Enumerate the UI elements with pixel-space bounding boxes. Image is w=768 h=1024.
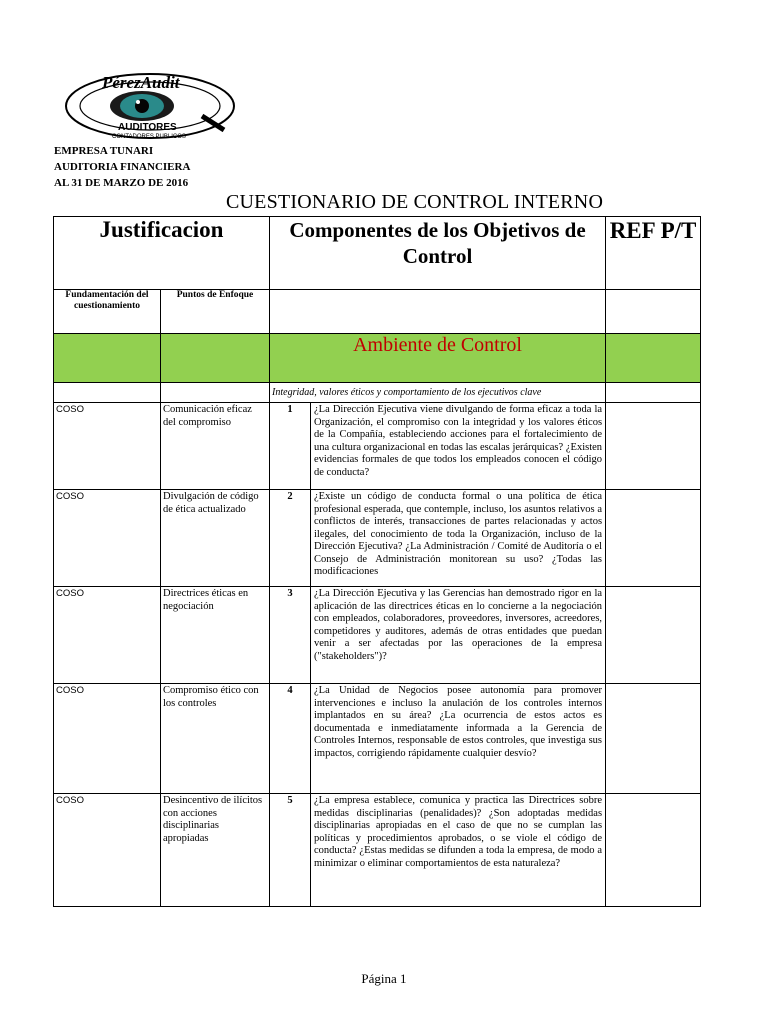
punto-enfoque-cell: Compromiso ético con los controles	[161, 684, 270, 794]
audit-type: AUDITORIA FINANCIERA	[54, 161, 191, 173]
puntos-header: Puntos de Enfoque	[161, 290, 270, 334]
punto-enfoque-cell: Comunicación eficaz del compromiso	[161, 403, 270, 490]
subheader-empty	[270, 290, 606, 334]
question-number: 4	[270, 684, 311, 794]
fundamento-cell: COSO	[54, 794, 161, 907]
table-row	[54, 794, 701, 907]
ref-cell	[606, 684, 701, 794]
ref-cell	[606, 587, 701, 684]
section-cell	[606, 334, 701, 383]
page-number: Página 1	[361, 971, 407, 986]
subsection-row	[54, 383, 701, 403]
question-text: ¿Existe un código de conducta formal o una política de ética profesional esperada, que contemple, incluso, los asuntos relativos a conflictos de interés, transacciones de partes relacionadas y actos ilegales, del conocimiento de toda la Organización, incluso de la Dirección Ejecutiva? ¿La Administración / Comité de Auditoría o el Consejo de Administración monitorean su uso? ¿Todas las modificaciones	[311, 490, 606, 587]
componentes-header: Componentes de los Objetivos de Control	[270, 217, 606, 290]
ref-cell	[606, 490, 701, 587]
punto-enfoque-cell: Directrices éticas en negociación	[161, 587, 270, 684]
subsection-cell	[606, 383, 701, 403]
table-row	[54, 587, 701, 684]
header-row	[54, 217, 701, 290]
ref-cell	[606, 403, 701, 490]
subheader-row	[54, 290, 701, 334]
question-text: ¿La Dirección Ejecutiva y las Gerencias han demostrado rigor en la aplicación de las directrices éticas en lo concierne a la negociación con empleados, colaboradores, proveedores, inversores, acreedores, competidores y auditores, además de otras entidades que puedan venir a ser afectadas por las operaciones de la empresa ("stakeholders")?	[311, 587, 606, 684]
section-title: Ambiente de Control	[270, 334, 606, 383]
question-number: 5	[270, 794, 311, 907]
logo-brand-mid: AUDITORES	[118, 122, 177, 133]
section-cell	[161, 334, 270, 383]
table-row	[54, 490, 701, 587]
subsection-title: Integridad, valores éticos y comportamiento de los ejecutivos clave	[270, 383, 606, 403]
logo-brand-top: PérezAudit	[102, 73, 180, 92]
company-info	[54, 143, 190, 191]
fundamento-cell: COSO	[54, 490, 161, 587]
ref-header: REF P/T	[606, 217, 701, 290]
subheader-ref-empty	[606, 290, 701, 334]
fundamentacion-header: Fundamentación del cuestionamiento	[54, 290, 161, 334]
question-text: ¿La Dirección Ejecutiva viene divulgando de forma eficaz a toda la Organización, el compromiso con la integridad y los valores éticos de la Compañía, estableciendo acciones para el fortalecimiento de una cultura organizacional en todas las escalas jerárquicas? ¿Existen evidencias formales de que todos los empleados conocen el código de conducta?	[311, 403, 606, 490]
subsection-cell	[161, 383, 270, 403]
document-title: CUESTIONARIO DE CONTROL INTERNO	[226, 191, 604, 213]
company-name: EMPRESA TUNARI	[54, 145, 154, 157]
question-number: 3	[270, 587, 311, 684]
question-number: 2	[270, 490, 311, 587]
section-cell	[54, 334, 161, 383]
section-row	[54, 334, 701, 383]
question-number: 1	[270, 403, 311, 490]
ref-cell	[606, 794, 701, 907]
question-text: ¿La empresa establece, comunica y practica las Directrices sobre medidas disciplinarias (penalidades)? ¿Son adoptadas medidas disciplinarias apropiadas en el caso de que no se cumplan las políticas y procedimientos aprobados, o se viole el código de conducta? ¿Estas medidas se difunden a toda la empresa, de modo a minimizar o eliminar comportamientos de esta naturaleza?	[311, 794, 606, 907]
question-text: ¿La Unidad de Negocios posee autonomía para promover intervenciones e incluso la anulación de los controles internos implantados en su área? ¿La ocurrencia de estos actos es documentada e inmediatamente informada a la Gerencia de Controles Internos, responsable de estos controles, que investiga sus impactos, corrigiendo rápidamente cualquier desvío?	[311, 684, 606, 794]
fundamento-cell: COSO	[54, 684, 161, 794]
table-row	[54, 403, 701, 490]
logo-brand-bottom: CONTADORES PUBLICOS	[112, 134, 186, 140]
punto-enfoque-cell: Desincentivo de ilícitos con acciones disciplinarias apropiadas	[161, 794, 270, 907]
subsection-cell	[54, 383, 161, 403]
fundamento-cell: COSO	[54, 587, 161, 684]
audit-date: AL 31 DE MARZO DE 2016	[54, 177, 189, 189]
fundamento-cell: COSO	[54, 403, 161, 490]
company-logo	[62, 72, 238, 140]
table-row	[54, 684, 701, 794]
punto-enfoque-cell: Divulgación de código de ética actualizado	[161, 490, 270, 587]
questionnaire-table	[53, 216, 701, 907]
justificacion-header: Justificacion	[54, 217, 270, 290]
